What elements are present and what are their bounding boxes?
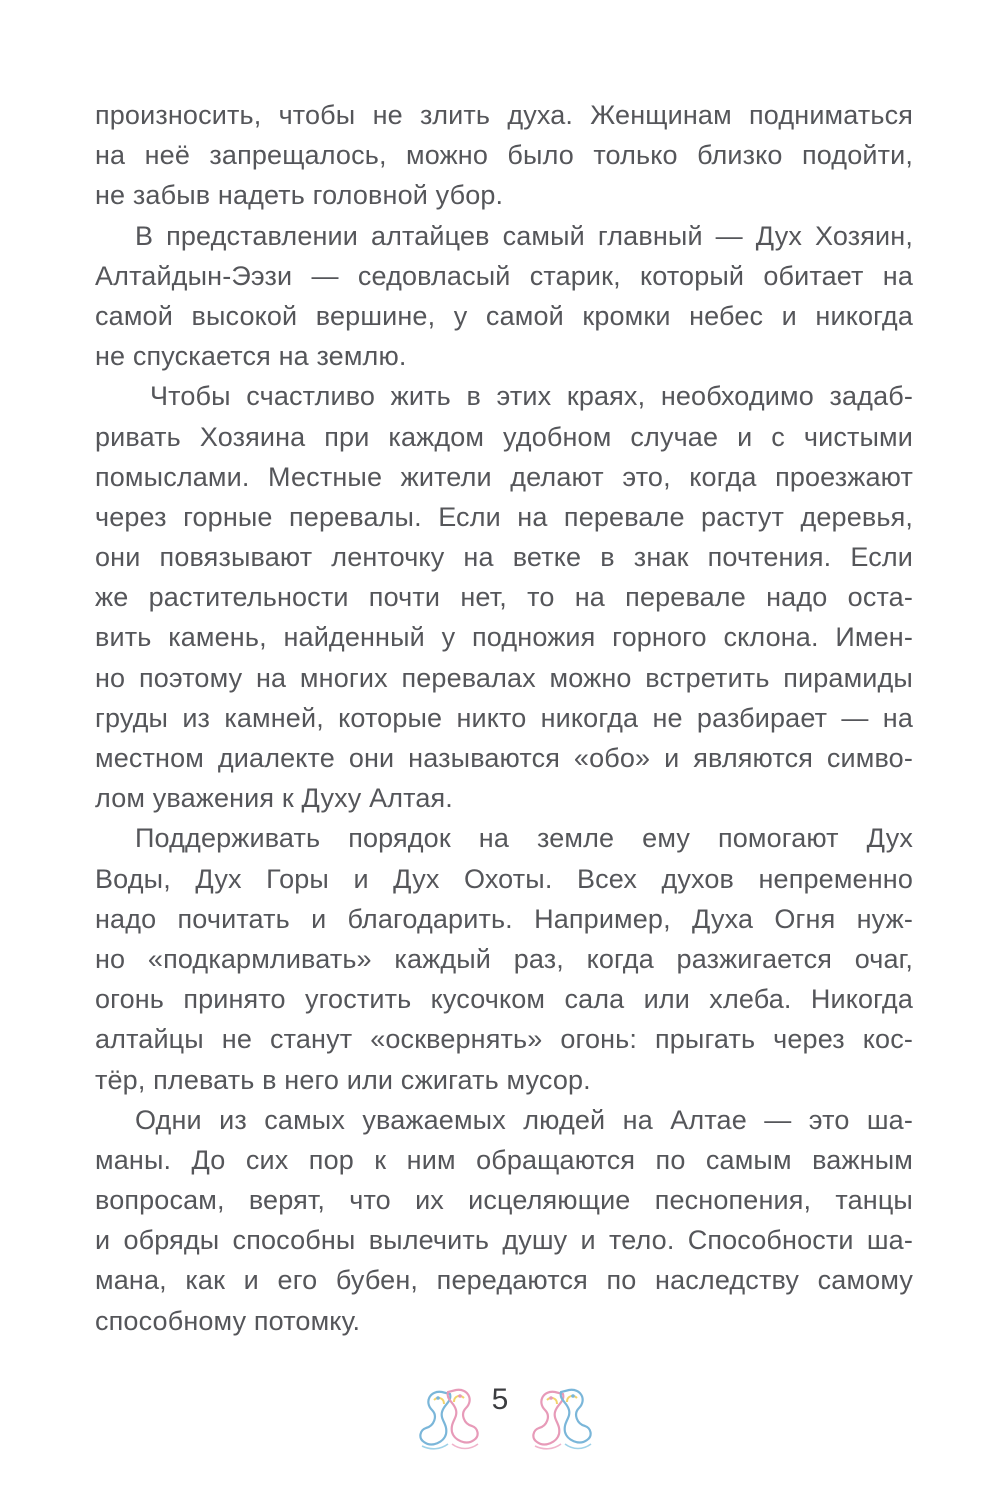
text-line: вопросам, верят, что их исцеляющие песнопения, танцы [95,1185,913,1216]
text-line: Поддерживать порядок на земле ему помогают Дух [135,823,913,854]
text-line: они повязывают ленточку на ветке в знак почтения. Если [95,542,913,573]
body-text [95,95,913,1341]
paragraph-2 [95,216,913,377]
paragraph-5 [95,1100,913,1341]
text-line: вить камень, найденный у подножия горного склона. Имен- [95,622,913,653]
text-line: не спускается на землю. [95,341,407,372]
text-line: огонь принято угостить кусочком сала или хлеба. Никогда [95,984,913,1015]
text-line: надо почитать и благодарить. Например, Духа Огня нуж- [95,903,913,934]
text-line: не забыв надеть головной убор. [95,180,504,211]
text-line: алтайцы не станут «осквернять» огонь: прыгать через кос- [95,1024,913,1055]
paragraph-4 [95,818,913,1099]
text-line: но «подкармливать» каждый раз, когда разжигается очаг, [95,943,913,974]
paragraph-1 [95,95,913,216]
paragraph-3 [95,376,913,818]
text-line: тёр, плевать в него или сжигать мусор. [95,1064,591,1095]
text-line: через горные перевалы. Если на перевале растут деревья, [95,501,913,532]
text-line: лом уважения к Духу Алтая. [95,783,453,814]
text-line: Воды, Дух Горы и Дух Охоты. Всех духов непременно [95,863,913,894]
text-line: самой высокой вершине, у самой кромки небес и никогда [95,300,913,331]
text-line: Одни из самых уважаемых людей на Алтае — это ша- [135,1104,913,1135]
text-line: маны. До сих пор к ним обращаются по самым важным [95,1144,913,1175]
text-line: Чтобы счастливо жить в этих краях, необходимо задаб- [150,381,913,412]
page-number: 5 [491,1383,509,1416]
text-line: способному потомку. [95,1305,361,1336]
text-line: Алтайдын-Ээзи — седовласый старик, который обитает на [95,260,913,291]
text-line: мана, как и его бубен, передаются по наследству самому [95,1265,913,1296]
seahorse-ornament-icon [412,1380,487,1455]
text-line: но поэтому на многих перевалах можно встретить пирамиды [95,662,913,693]
text-line: и обряды способны вылечить душу и тело. Способности ша- [95,1225,913,1256]
text-line: на неё запрещалось, можно было только близко подойти, [95,140,913,171]
text-line: помыслами. Местные жители делают это, когда проезжают [95,461,913,492]
text-line: же растительности почти нет, то на перевале надо оста- [95,582,913,613]
seahorse-ornament-icon [525,1380,600,1455]
text-line: местном диалекте они называются «обо» и являются симво- [95,743,913,773]
text-line: груды из камней, которые никто никогда не разбирает — на [95,702,913,733]
text-line: произносить, чтобы не злить духа. Женщинам подниматься [95,100,913,130]
text-line: В представлении алтайцев самый главный — Дух Хозяин, [135,220,913,251]
text-line: ривать Хозяина при каждом удобном случае и с чистыми [95,421,913,452]
page-footer [0,1380,1000,1460]
